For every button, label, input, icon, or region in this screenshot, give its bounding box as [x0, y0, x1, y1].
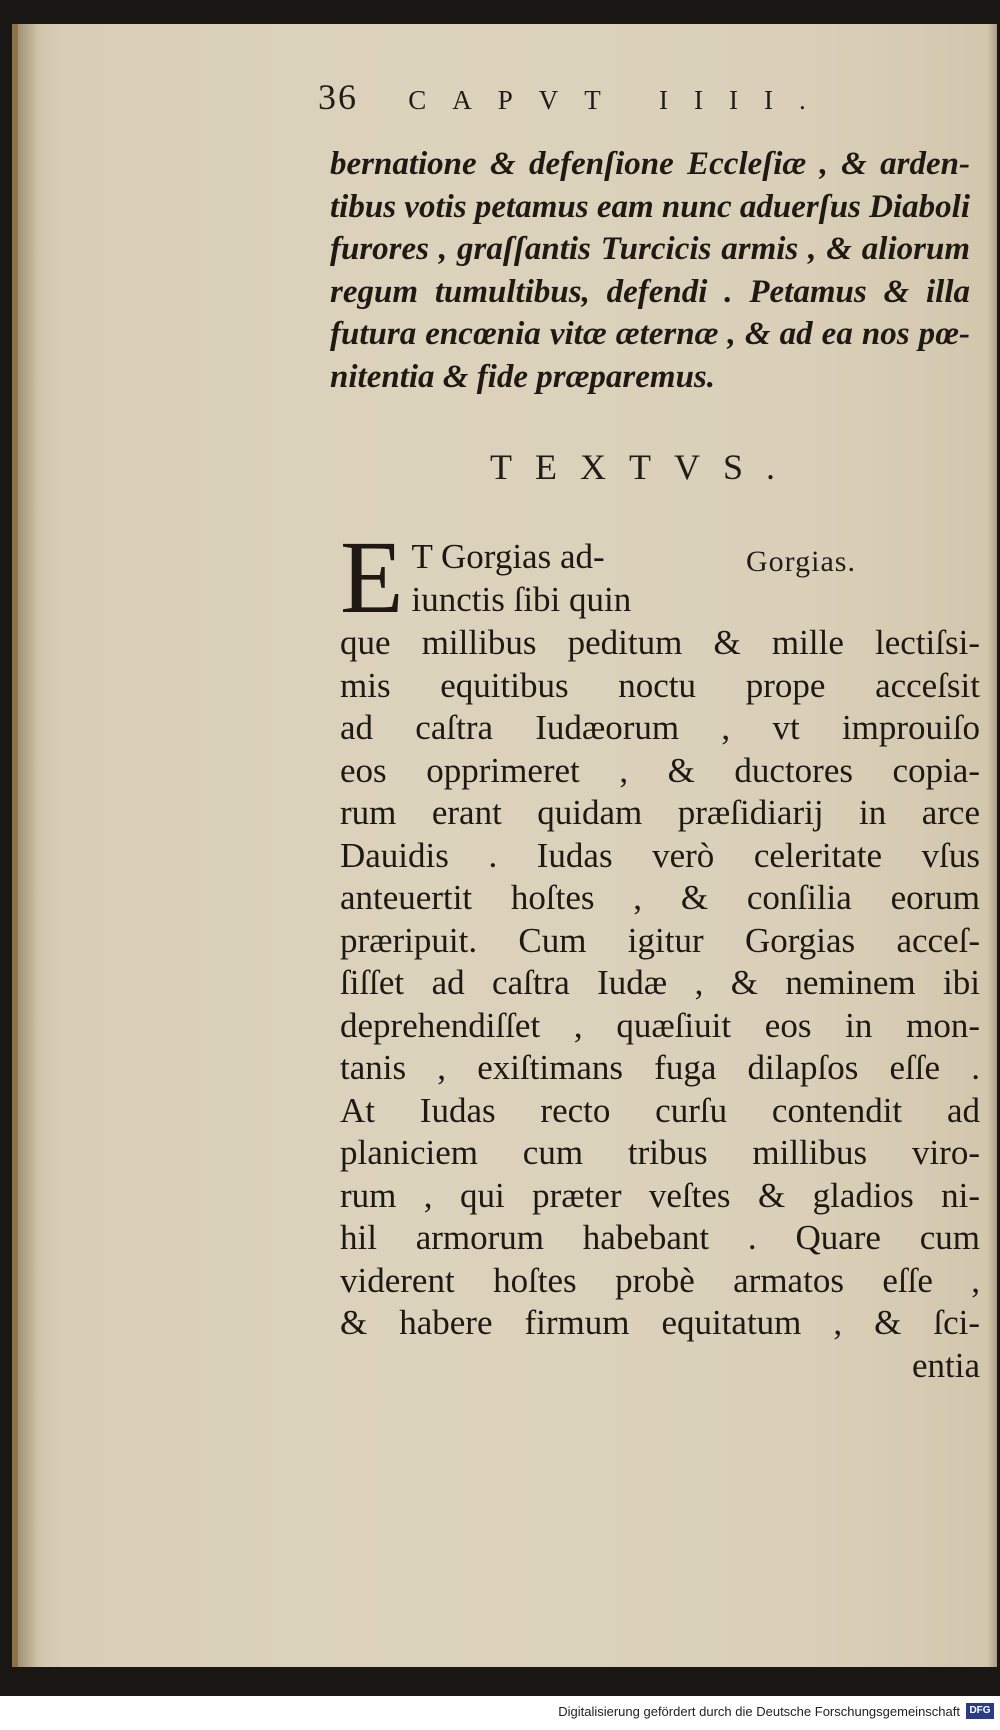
- catchword: entia: [911, 1345, 980, 1385]
- body-line: iunctis ſibi quin: [411, 579, 632, 619]
- body-line: rum erant quidam præſidiarij in arce: [340, 793, 980, 832]
- italic-line: bernatione & defenſione Eccleſiæ , & arden-: [330, 146, 970, 182]
- body-line: hil armorum habebant . Quare cum: [340, 1218, 980, 1257]
- italic-paragraph: [330, 143, 970, 398]
- body-line: anteuertit hoſtes , & conſilia eorum: [340, 878, 980, 917]
- italic-line: tibus votis petamus eam nunc aduerſus Diaboli: [330, 188, 970, 225]
- italic-line: futura encœnia vitæ æternæ , & ad ea nos pœ-: [330, 316, 970, 352]
- body-line: Dauidis . Iudas verò celeritate vſus: [340, 835, 980, 875]
- body-line: ad caſtra Iudæorum , vt improuiſo: [340, 708, 980, 747]
- italic-line: regum tumultibus, defendi . Petamus & illa: [330, 273, 970, 310]
- body-line: præripuit. Cum igitur Gorgias acceſ-: [340, 920, 980, 960]
- body-line: T Gorgias ad-: [411, 537, 605, 576]
- body-line: eos opprimeret , & ductores copia-: [340, 750, 980, 790]
- body-line: tanis , exiſtimans fuga dilapſos eſſe .: [340, 1048, 980, 1087]
- body-line: mis equitibus noctu prope acceſsit: [340, 665, 980, 705]
- page-edge: [987, 24, 997, 1667]
- binding-shadow: [18, 24, 40, 1667]
- body-line: planiciem cum tribus millibus viro-: [340, 1133, 980, 1172]
- body-line: que millibus peditum & mille lectiſsi-: [340, 623, 980, 662]
- drop-cap-lines: [340, 520, 980, 635]
- running-head: CAPVT IIII.: [408, 85, 832, 115]
- body-line: ſiſſet ad caſtra Iudæ , & neminem ibi: [340, 963, 980, 1002]
- body-line: viderent hoſtes probè armatos eſſe ,: [340, 1260, 980, 1300]
- margin-note: Gorgias.: [746, 545, 856, 578]
- funding-credit: Digitalisierung gefördert durch die Deutsche Forschungsgemeinschaft: [558, 1704, 960, 1719]
- body-line: & habere firmum equitatum , & ſci-: [340, 1303, 980, 1342]
- page-header: [318, 76, 878, 118]
- body-line: deprehendiſſet , quæſiuit eos in mon-: [340, 1005, 980, 1045]
- body-line: rum , qui præter veſtes & gladios ni-: [340, 1175, 980, 1215]
- body-line: At Iudas recto curſu contendit ad: [340, 1090, 980, 1130]
- footer-bar: [0, 1696, 1000, 1730]
- italic-line: furores , graſſantis Turcicis armis , & aliorum: [330, 231, 970, 267]
- italic-line: nitentia & fide præparemus.: [330, 358, 716, 395]
- page-number: 36: [318, 77, 358, 117]
- dfg-logo: DFG: [966, 1703, 994, 1719]
- body-text: [340, 520, 980, 1387]
- section-heading: TEXTVS.: [490, 447, 798, 487]
- drop-cap: E: [340, 520, 404, 635]
